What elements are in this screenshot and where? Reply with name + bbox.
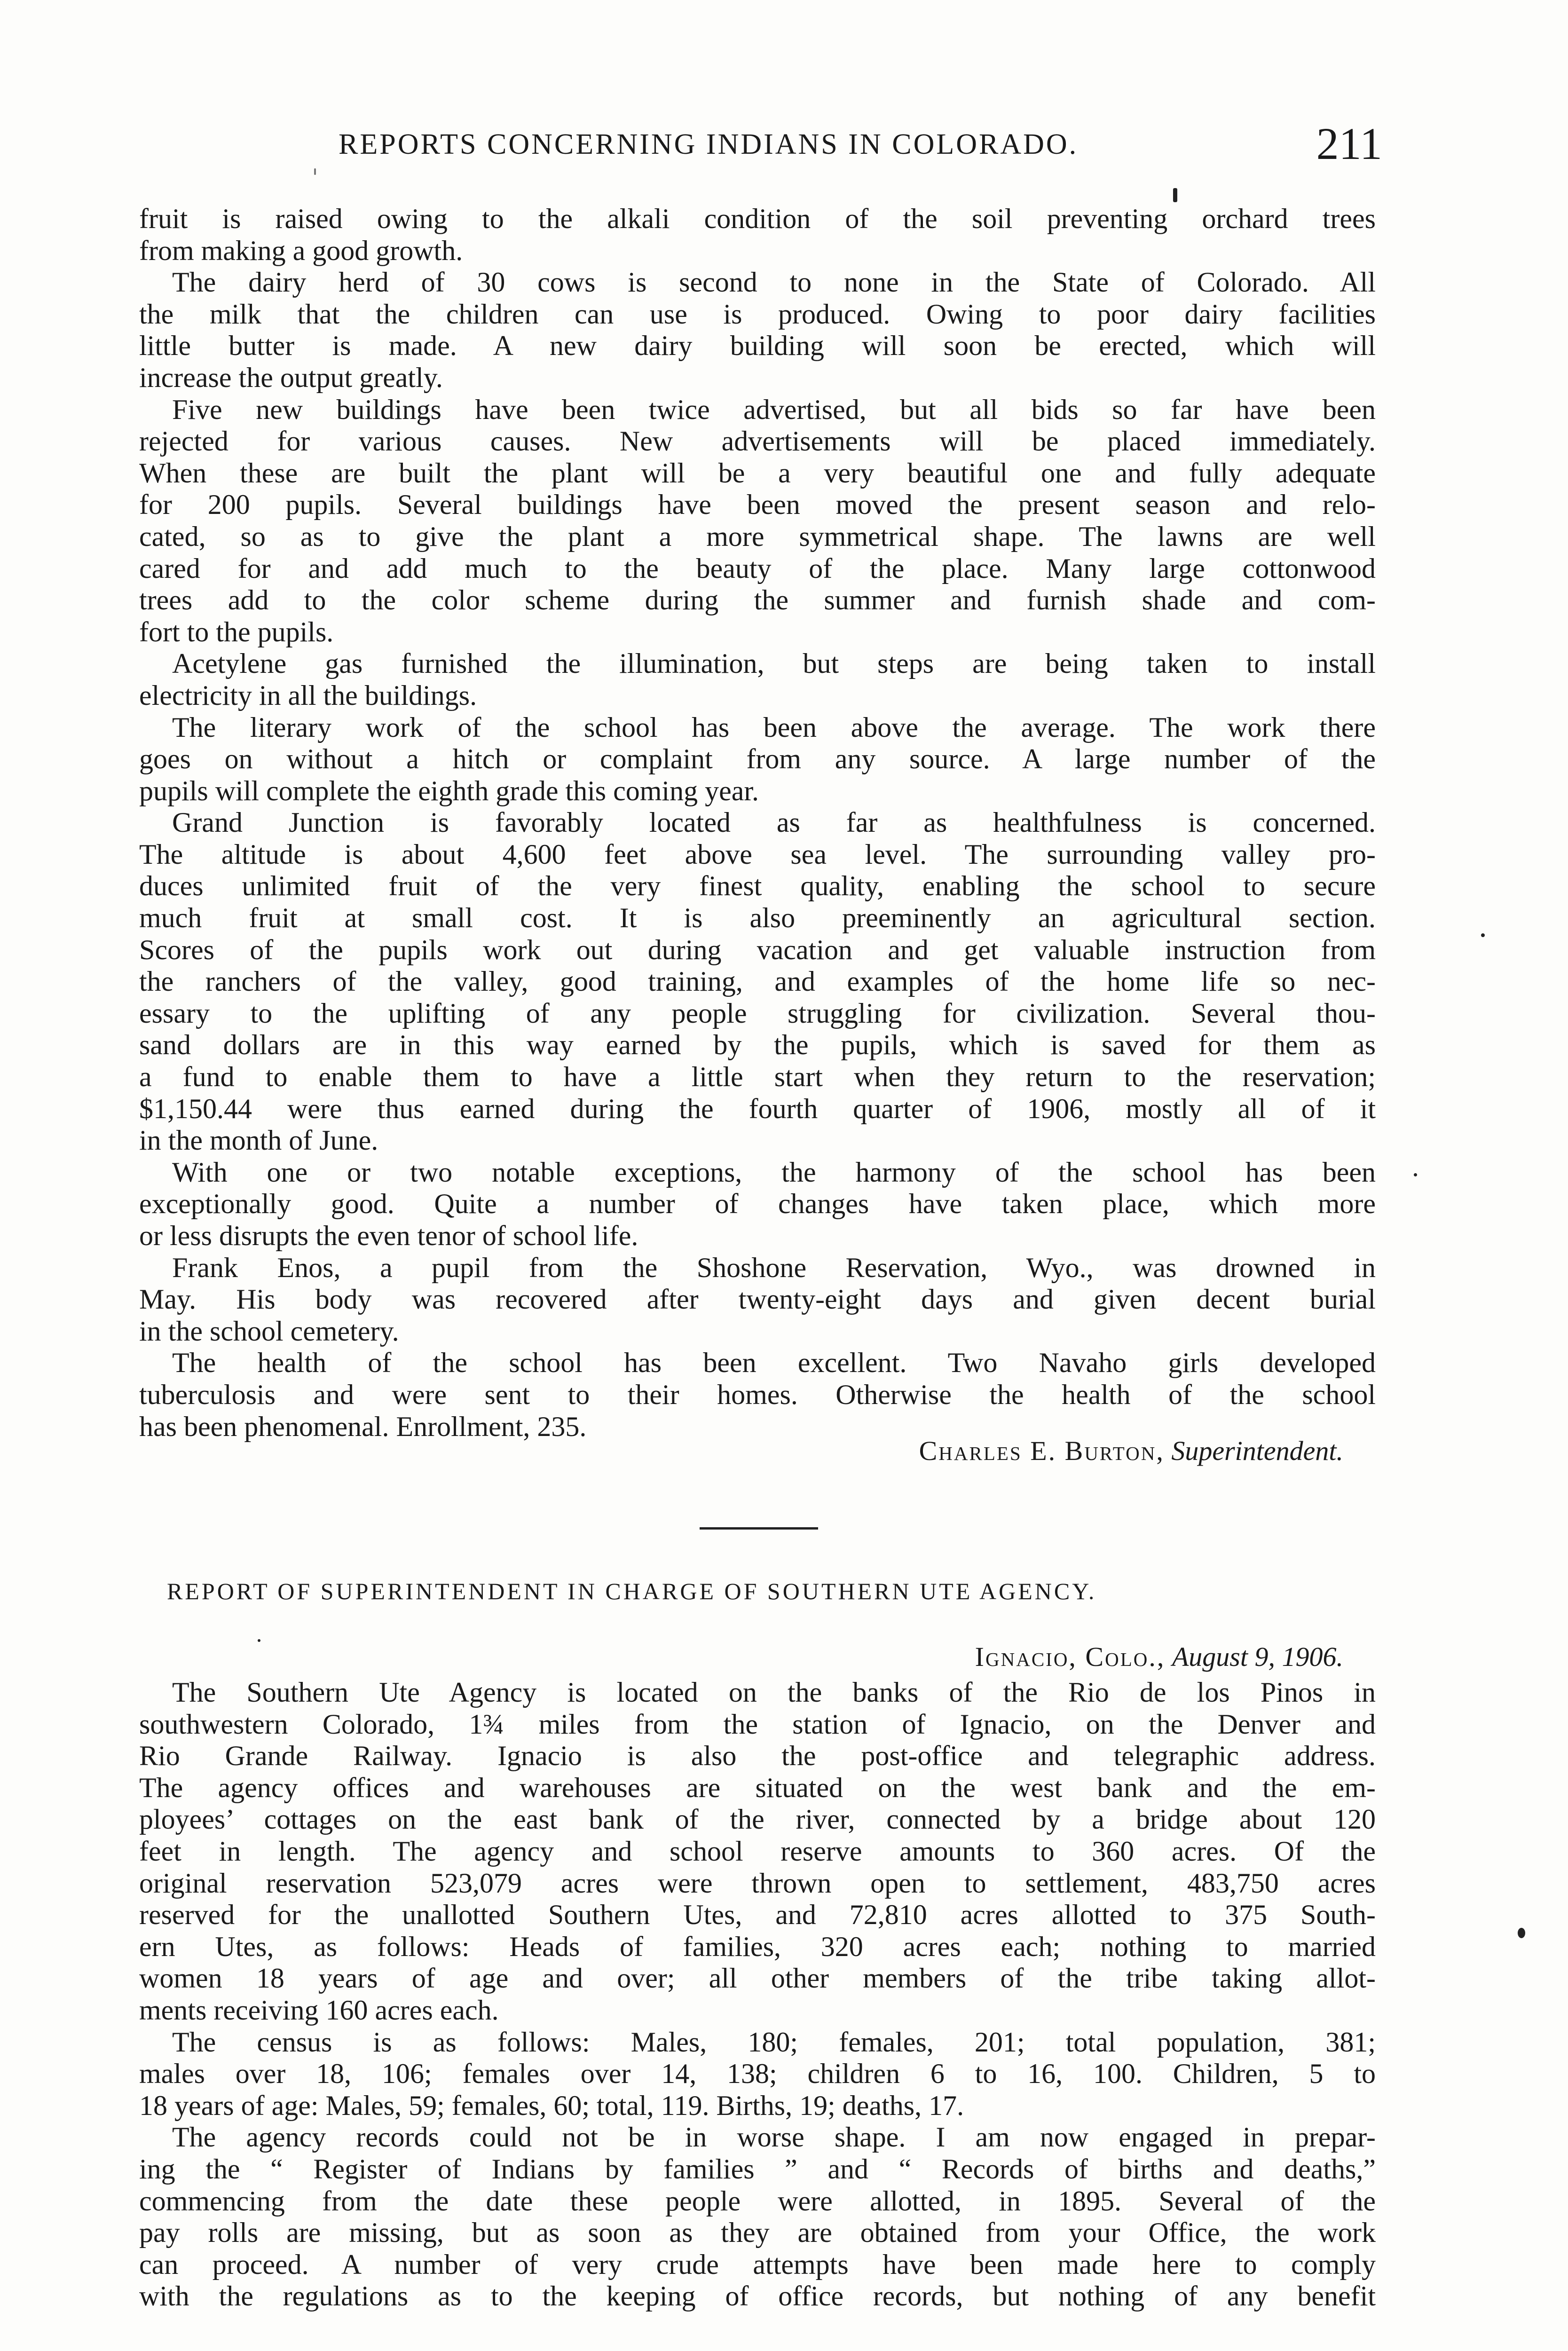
text-line: rejected for various causes. New advertisements will be placed immediately. <box>139 426 1376 457</box>
text-line: The health of the school has been excellent. Two Navaho girls developed <box>172 1347 1376 1379</box>
text-line: Grand Junction is favorably located as far as healthfulness is concerned. <box>172 807 1376 838</box>
text-line: exceptionally good. Quite a number of changes have taken place, which more <box>139 1188 1376 1220</box>
text-line: much fruit at small cost. It is also preeminently an agricultural section. <box>139 902 1376 934</box>
text-line: electricity in all the buildings. <box>139 679 477 711</box>
text-line: increase the output greatly. <box>139 362 443 393</box>
text-line: The agency offices and warehouses are situated on the west bank and the em- <box>139 1772 1376 1803</box>
text-line: goes on without a hitch or complaint from any source. A large number of the <box>139 743 1376 775</box>
text-line: The Southern Ute Agency is located on the banks of the Rio de los Pinos in <box>172 1677 1376 1708</box>
dateline-place: Ignacio, Colo., <box>975 1641 1166 1672</box>
signature-title: Superintendent. <box>1171 1436 1343 1466</box>
text-line: commencing from the date these people were allotted, in 1895. Several of the <box>139 2185 1376 2217</box>
text-line: little butter is made. A new dairy building will soon be erected, which will <box>139 330 1376 362</box>
ink-speck <box>258 1639 260 1642</box>
text-line: can proceed. A number of very crude attempts have been made here to comply <box>139 2248 1376 2280</box>
ink-speck <box>1518 1928 1525 1938</box>
signature-name: Charles E. Burton, <box>919 1436 1165 1466</box>
ink-speck <box>1173 188 1177 202</box>
text-line: fort to the pupils. <box>139 616 334 647</box>
text-line: 18 years of age: Males, 59; females, 60; total, 119. Births, 19; deaths, 17. <box>139 2090 964 2121</box>
text-line: $1,150.44 were thus earned during the fourth quarter of 1906, mostly all of it <box>139 1093 1376 1124</box>
text-line: the milk that the children can use is produced. Owing to poor dairy facilities <box>139 298 1376 330</box>
text-line: cared for and add much to the beauty of the place. Many large cottonwood <box>139 552 1376 584</box>
report-two-body <box>139 1677 1376 2312</box>
text-line: for 200 pupils. Several buildings have been moved the present season and relo- <box>139 489 1376 521</box>
text-line: southwestern Colorado, 1¾ miles from the station of Ignacio, on the Denver and <box>139 1708 1376 1740</box>
text-line: duces unlimited fruit of the very finest quality, enabling the school to secure <box>139 870 1376 902</box>
ink-speck <box>314 168 316 175</box>
text-line: ing the “ Register of Indians by families ” and “ Records of births and deaths,” <box>139 2153 1376 2185</box>
text-line: Rio Grande Railway. Ignacio is also the post-office and telegraphic address. <box>139 1740 1376 1772</box>
text-line: sand dollars are in this way earned by the pupils, which is saved for them as <box>139 1029 1376 1061</box>
text-line: The census is as follows: Males, 180; females, 201; total population, 381; <box>172 2026 1376 2058</box>
signature <box>919 1435 1343 1467</box>
text-line: essary to the uplifting of any people struggling for civilization. Several thou- <box>139 997 1376 1029</box>
running-head <box>141 118 1382 169</box>
text-line: or less disrupts the even tenor of school life. <box>139 1220 638 1251</box>
text-line: women 18 years of age and over; all other members of the tribe taking allot- <box>139 1963 1376 1994</box>
text-line: Frank Enos, a pupil from the Shoshone Reservation, Wyo., was drowned in <box>172 1252 1376 1283</box>
text-line: pupils will complete the eighth grade this coming year. <box>139 775 759 806</box>
text-line: the ranchers of the valley, good training, and examples of the home life so nec- <box>139 966 1376 997</box>
text-line: ern Utes, as follows: Heads of families, 320 acres each; nothing to married <box>139 1931 1376 1962</box>
text-line: The agency records could not be in worse shape. I am now engaged in prepar- <box>172 2122 1376 2153</box>
text-line: ployees’ cottages on the east bank of the river, connected by a bridge about 120 <box>139 1804 1376 1835</box>
text-line: Five new buildings have been twice advertised, but all bids so far have been <box>172 394 1376 425</box>
ink-speck <box>1481 933 1485 937</box>
text-line: Scores of the pupils work out during vacation and get valuable instruction from <box>139 934 1376 965</box>
text-line: When these are built the plant will be a very beautiful one and fully adequate <box>139 457 1376 489</box>
text-line: reserved for the unallotted Southern Utes, and 72,810 acres allotted to 375 South- <box>139 1899 1376 1931</box>
text-line: tuberculosis and were sent to their homes. Otherwise the health of the school <box>139 1379 1376 1410</box>
report-heading: REPORT OF SUPERINTENDENT IN CHARGE OF SOUTHERN UTE AGENCY. <box>167 1578 1097 1604</box>
text-line: has been phenomenal. Enrollment, 235. <box>139 1411 587 1442</box>
text-line: with the regulations as to the keeping of office records, but nothing of any benefit <box>139 2280 1376 2312</box>
text-line: ments receiving 160 acres each. <box>139 1994 499 2026</box>
text-line: fruit is raised owing to the alkali condition of the soil preventing orchard trees <box>139 203 1376 234</box>
dateline-date: August 9, 1906. <box>1172 1641 1343 1672</box>
report-one-body <box>139 203 1376 1443</box>
text-line: males over 18, 106; females over 14, 138; children 6 to 16, 100. Children, 5 to <box>139 2058 1376 2090</box>
text-line: The literary work of the school has been above the average. The work there <box>172 711 1376 743</box>
text-line: from making a good growth. <box>139 235 463 266</box>
page-number: 211 <box>1316 118 1382 169</box>
text-line: feet in length. The agency and school reserve amounts to 360 acres. Of the <box>139 1835 1376 1867</box>
text-line: trees add to the color scheme during the summer and furnish shade and com- <box>139 584 1376 616</box>
text-line: original reservation 523,079 acres were thrown open to settlement, 483,750 acres <box>139 1867 1376 1899</box>
text-line: Acetylene gas furnished the illumination, but steps are being taken to install <box>172 648 1376 679</box>
dateline <box>975 1641 1343 1673</box>
section-divider <box>700 1527 818 1530</box>
text-line: The altitude is about 4,600 feet above sea level. The surrounding valley pro- <box>139 838 1376 870</box>
text-line: The dairy herd of 30 cows is second to none in the State of Colorado. All <box>172 267 1376 298</box>
text-line: With one or two notable exceptions, the harmony of the school has been <box>172 1156 1376 1188</box>
text-line: a fund to enable them to have a little start when they return to the reservation; <box>139 1061 1376 1093</box>
text-line: in the school cemetery. <box>139 1315 399 1347</box>
text-line: in the month of June. <box>139 1125 378 1156</box>
ink-speck <box>1414 1173 1417 1176</box>
text-line: May. His body was recovered after twenty-eight days and given decent burial <box>139 1284 1376 1315</box>
text-line: cated, so as to give the plant a more symmetrical shape. The lawns are well <box>139 521 1376 552</box>
running-title: REPORTS CONCERNING INDIANS IN COLORADO. <box>339 128 1079 160</box>
text-line: pay rolls are missing, but as soon as they are obtained from your Office, the work <box>139 2217 1376 2248</box>
